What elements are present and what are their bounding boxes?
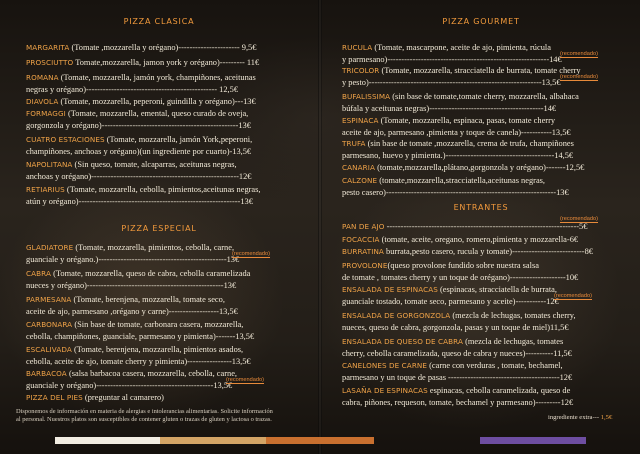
item-description: (mezcla de lechugas, tomates xyxy=(463,337,564,346)
menu-item xyxy=(342,175,618,199)
item-description: (preguntar al camarero) xyxy=(82,393,164,402)
item-name: BARBACOA xyxy=(26,369,67,378)
item-description: (Tomate, mozzarella, emental, queso curado de oveja, xyxy=(65,109,249,118)
allergy-note-line2: al personal. Nuestros platos son susceptibles de contener gluten o trazas de gluten y lactosa o trazas. xyxy=(16,416,272,423)
item-description-line2: y pesto)--------------------------------------------------------------13,5€ xyxy=(342,78,561,87)
item-description: burrata,pesto casero, rucula y tomate)--------------------------8€ xyxy=(383,247,593,256)
item-description-line2: guanciale y orégano)------------------------------------------13,5€ xyxy=(26,381,233,390)
menu-item xyxy=(26,268,294,292)
item-description: (Tomate, mozzarella, queso de cabra, cebolla caramelizada xyxy=(51,269,251,278)
item-description: (sin base de tomate,tomate cherry, mozzarella, albahaca xyxy=(390,92,579,101)
item-description-line2: atún y orégano)----------------------------------------------------------13€ xyxy=(26,197,253,206)
item-description: (Tomate, mozzarella, pimientos, cebolla, carne, xyxy=(73,243,235,252)
item-description-line2: gorgonzola y orégano)-------------------------------------------------13€ xyxy=(26,121,251,130)
item-name: ROMANA xyxy=(26,73,59,82)
entrantes-heading: ENTRANTES xyxy=(453,203,509,212)
recommended-tag: (recomendado) xyxy=(560,216,598,222)
pizza-clasica-heading: PIZZA CLASICA xyxy=(123,17,195,26)
item-description-line2: cabra, piñones, requeson, tomate, bechamel y parmesano)---------12€ xyxy=(342,398,574,407)
item-name: CALZONE xyxy=(342,176,378,185)
item-description-line2: cebolla, champiñones, guanciale, parmesano y pimienta)-------13,5€ xyxy=(26,332,255,341)
allergy-note xyxy=(16,408,312,424)
item-description-line2: y parmesano)----------------------------------------------------------14€ xyxy=(342,55,562,64)
item-name: PAN DE AJO xyxy=(342,222,385,231)
item-description: (Tomate, mascarpone, aceite de ajo, pimienta, rúcula xyxy=(372,43,551,52)
menu-item xyxy=(342,162,618,174)
item-description-line2: aceite de ajo, parmesano ,orégano y carne)------------------13,5€ xyxy=(26,307,238,316)
menu-item xyxy=(342,260,618,284)
allergy-note-line1: Disponemos de información en materia de alergias e intolerancias alimentarias. Solicite información xyxy=(16,408,273,415)
item-description-line2: parmesano, huevo y pimienta.)---------------------------------------14,5€ xyxy=(342,151,574,160)
extra-ingredient-label: ingrediente extra--- xyxy=(548,414,600,421)
color-stripe-purple xyxy=(480,437,586,444)
color-stripe-gold xyxy=(160,437,266,444)
item-description: (carne con verduras , tomate, bechamel, xyxy=(427,361,563,370)
menu-item xyxy=(342,336,618,360)
extra-ingredient-price: 1,5€ xyxy=(600,414,613,421)
recommended-tag: (recomendado) xyxy=(226,377,264,383)
recommended-tag: (recomendado) xyxy=(232,251,270,257)
item-name: GLADIATORE xyxy=(26,243,74,252)
item-description: (Tomate, mozzarella, espinaca, pasas, tomate cherry xyxy=(378,116,556,125)
item-description: (tomate,mozzarella,plátano,gorgonzola y orégano)-------12,5€ xyxy=(374,163,585,172)
page-fold xyxy=(318,0,322,454)
menu-item xyxy=(26,72,294,96)
item-name: MARGARITA xyxy=(26,43,70,52)
menu-item xyxy=(26,344,294,368)
menu-item xyxy=(26,134,294,158)
item-description: (Sin base de tomate, carbonara casera, mozzarella, xyxy=(72,320,244,329)
menu-item xyxy=(342,310,618,334)
item-name: ENSALADA DE QUESO DE CABRA xyxy=(342,337,463,346)
item-name: PARMESANA xyxy=(26,295,72,304)
item-description-line2: nueces, queso de cabra, gorgonzola, pasas y un toque de miel)11,5€ xyxy=(342,323,569,332)
item-name: BURRATINA xyxy=(342,247,384,256)
item-description-line2: pesto casero)-------------------------------------------------------------13€ xyxy=(342,188,569,197)
item-name: BUFALISSIMA xyxy=(342,92,391,101)
item-name: PIZZA DEL PIES xyxy=(26,393,83,402)
item-description: (Tomate, mozzarella, stracciatella de burrata, tomate cherry xyxy=(379,66,581,75)
item-name: CABRA xyxy=(26,269,51,278)
item-name: DIAVOLA xyxy=(26,97,59,106)
item-description: (Tomate, mozzarella, peperoni, guindilla y orégano)---13€ xyxy=(58,97,256,106)
item-description-line2: anchoas y orégano)-----------------------------------------------------12€ xyxy=(26,172,252,181)
menu-item xyxy=(342,246,618,258)
item-description: (tomate, aceite, oregano, romero,pimienta y mozzarella-6€ xyxy=(379,235,579,244)
item-description-line2: de tomate , tomates cherry y un toque de orégano)--------------------10€ xyxy=(342,273,579,282)
item-name: NAPOLITANA xyxy=(26,160,73,169)
item-description: (Sin queso, tomate, alcaparras, aceitunas negras, xyxy=(72,160,237,169)
item-name: ENSALADA DE GORGONZOLA xyxy=(342,311,451,320)
item-description: (sin base de tomate ,mozzarella, crema de trufa, champiñones xyxy=(365,139,574,148)
item-description-line2: búfala y aceitunas negras)-----------------------------------------14€ xyxy=(342,104,557,113)
pizza-gourmet-heading: PIZZA GOURMET xyxy=(442,17,520,26)
menu-item xyxy=(26,57,294,69)
item-name: FOCACCIA xyxy=(342,235,380,244)
item-name: CANARIA xyxy=(342,163,375,172)
menu-item xyxy=(26,294,294,318)
item-name: RUCULA xyxy=(342,43,373,52)
item-name: FORMAGGI xyxy=(26,109,66,118)
color-stripe-orange xyxy=(266,437,374,444)
recommended-tag: (recomendado) xyxy=(554,293,592,299)
menu-item xyxy=(342,138,618,162)
item-description: (salsa barbacoa casera, mozzarella, cebolla, carne, xyxy=(66,369,238,378)
item-description-line2: negras y orégano)----------------------------------------------- 12,5€ xyxy=(26,85,239,94)
item-description: (Tomate, mozzarella, jamón York,peperoni, xyxy=(104,135,253,144)
item-description: (Tomate, mozzarella, cebolla, pimientos,aceitunas negras, xyxy=(64,185,261,194)
menu-item xyxy=(26,96,294,108)
item-name: LASAÑA DE ESPINACAS xyxy=(342,386,428,395)
color-stripe-white xyxy=(55,437,160,444)
menu-item xyxy=(26,108,294,132)
item-description-line2: guanciale y orégano.)----------------------------------------------13€ xyxy=(26,255,240,264)
item-name: ESCALIVADA xyxy=(26,345,72,354)
item-description: (tomate,mozzarella,stracciatella,aceitunas negras, xyxy=(377,176,546,185)
item-name: RETIARIUS xyxy=(26,185,65,194)
item-description: (mezcla de lechugas, tomates cherry, xyxy=(450,311,576,320)
item-description-line2: guanciale tostado, tomate seco, parmesano y aceite)-----------12€ xyxy=(342,297,559,306)
menu-item xyxy=(26,392,294,404)
pizza-especial-heading: PIZZA ESPECIAL xyxy=(121,224,197,233)
menu-item xyxy=(342,234,618,246)
item-name: CUATRO ESTACIONES xyxy=(26,135,105,144)
item-name: TRICOLOR xyxy=(342,66,380,75)
item-name: ESPINACA xyxy=(342,116,379,125)
item-name: ENSALADA DE ESPINACAS xyxy=(342,285,438,294)
item-description-line2: cebolla, aceite de ajo, tomate cherry y pimienta)----------------13,5€ xyxy=(26,357,251,366)
item-description: (queso provolone fundido sobre nuestra salsa xyxy=(387,261,539,270)
menu-item xyxy=(26,319,294,343)
item-description: (Tomate, berenjena, mozzarella, tomate seco, xyxy=(71,295,225,304)
menu-item xyxy=(342,385,618,409)
item-name: CARBONARA xyxy=(26,320,73,329)
extra-ingredient xyxy=(548,414,612,421)
menu-item xyxy=(342,115,618,139)
item-description-line2: champiñones, anchoas y orégano)(un ingrediente por cuarto)-13,5€ xyxy=(26,147,252,156)
recommended-tag: (recomendado) xyxy=(560,51,598,57)
item-description: (espinacas, stracciatella de burrata, xyxy=(437,285,557,294)
recommended-tag: (recomendado) xyxy=(560,74,598,80)
item-description-line2: aceite de ajo, parmesano ,pimienta y toque de canela)-----------13,5€ xyxy=(342,128,571,137)
item-description-line2: cherry, cebolla caramelizada, queso de cabra y nueces)----------11,5€ xyxy=(342,349,572,358)
item-name: PROVOLONE xyxy=(342,261,388,270)
item-description-line2: nueces y orégano)-------------------------------------------------13€ xyxy=(26,281,237,290)
item-description: ---------------------------------------------------------------------5€ xyxy=(384,222,588,231)
menu-item xyxy=(26,184,294,208)
item-name: TRUFA xyxy=(342,139,366,148)
menu-item xyxy=(342,360,618,384)
item-description-line2: parmesano y un toque de pasas ----------------------------------------12€ xyxy=(342,373,573,382)
item-name: PROSCIUTTO xyxy=(26,58,74,67)
menu-item xyxy=(26,159,294,183)
item-name: CANELONES DE CARNE xyxy=(342,361,428,370)
item-description: (Tomate, berenjena, mozzarella, pimientos asados, xyxy=(71,345,244,354)
item-description: (Tomate, mozzarella, jamón york, champiñones, aceitunas xyxy=(58,73,256,82)
item-description: espinacas, cebolla caramelizada, queso de xyxy=(427,386,571,395)
menu-item xyxy=(342,91,618,115)
item-description: (Tomate ,mozzarella y orégano)---------------------- 9,5€ xyxy=(69,43,257,52)
menu-item xyxy=(26,42,294,54)
item-description: Tomate,mozzarella, jamon york y orégano)--------- 11€ xyxy=(73,58,260,67)
